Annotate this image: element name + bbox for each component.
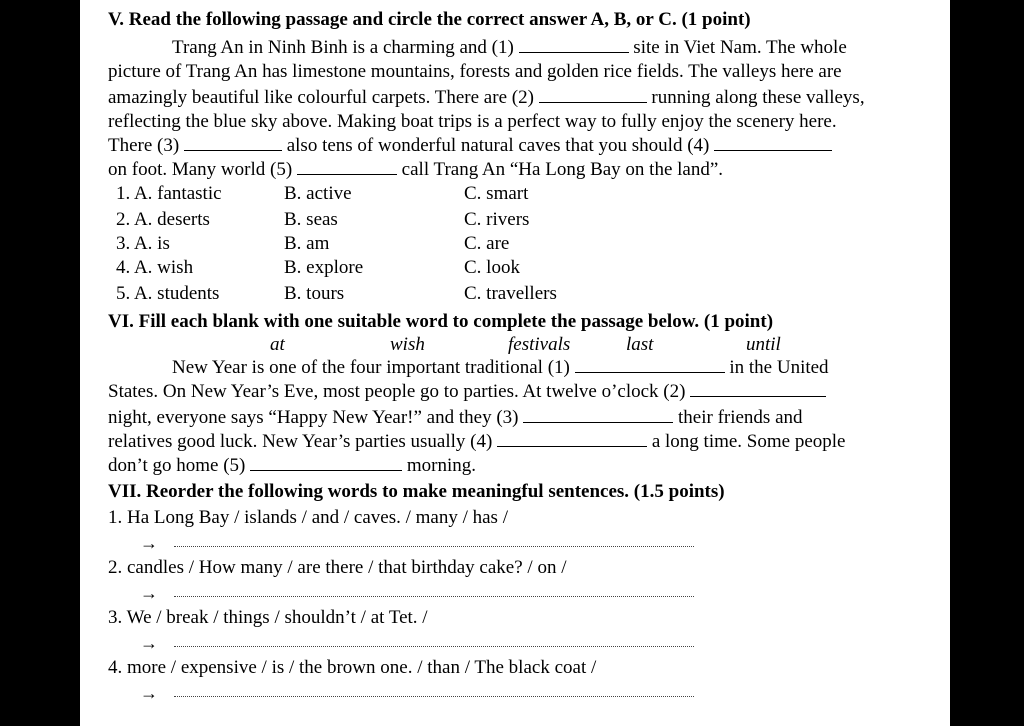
passage-text: call Trang An “Ha Long Bay on the land”. — [401, 159, 724, 180]
answer-line-4[interactable] — [174, 696, 694, 697]
passage6-line-4 — [108, 430, 845, 454]
passage-text: in the United — [729, 357, 829, 378]
option-4a[interactable]: 4. A. wish — [116, 257, 194, 278]
option-4b[interactable]: B. explore — [284, 257, 364, 278]
passage6-line-1 — [172, 356, 829, 380]
passage-text: a long time. Some people — [651, 431, 846, 452]
passage-line-1 — [172, 36, 847, 60]
section-7-heading: VII. Reorder the following words to make meaningful sentences. (1.5 points) — [108, 481, 725, 502]
option-3b[interactable]: B. am — [284, 233, 330, 254]
option-2b[interactable]: B. seas — [284, 209, 338, 230]
section-6-heading: VI. Fill each blank with one suitable word to complete the passage below. (1 point) — [108, 311, 774, 332]
blank-6-4[interactable] — [497, 430, 647, 447]
passage-text: New Year is one of the four important traditional (1) — [172, 357, 570, 378]
blank-4[interactable] — [714, 134, 832, 151]
passage6-line-3 — [108, 406, 803, 430]
option-5b[interactable]: B. tours — [284, 283, 345, 304]
passage-text: relatives good luck. New Year’s parties usually (4) — [108, 431, 493, 452]
answer-line-2[interactable] — [174, 596, 694, 597]
arrow-icon: → — [140, 683, 158, 703]
worksheet-page — [80, 0, 950, 726]
option-3c[interactable]: C. are — [464, 233, 510, 254]
option-4c[interactable]: C. look — [464, 257, 520, 278]
arrow-icon: → — [140, 583, 158, 603]
word-bank-item: at — [270, 334, 285, 355]
passage-line-6 — [108, 158, 723, 182]
blank-6-5[interactable] — [250, 454, 402, 471]
option-1b[interactable]: B. active — [284, 183, 352, 204]
passage-line-2: picture of Trang An has limestone mountains, forests and golden rice fields. The valleys here are — [108, 61, 842, 82]
passage6-line-2 — [108, 380, 826, 404]
option-1a[interactable]: 1. A. fantastic — [116, 183, 222, 204]
blank-3[interactable] — [184, 134, 282, 151]
passage-line-4: reflecting the blue sky above. Making boat trips is a perfect way to fully enjoy the scenery here. — [108, 111, 837, 132]
blank-2[interactable] — [539, 86, 647, 103]
passage-text: There (3) — [108, 135, 180, 156]
answer-line-3[interactable] — [174, 646, 694, 647]
passage-text: their friends and — [678, 407, 803, 428]
passage-line-3 — [108, 86, 865, 110]
option-5c[interactable]: C. travellers — [464, 283, 557, 304]
arrow-icon: → — [140, 633, 158, 653]
word-bank-item: last — [626, 334, 654, 355]
option-2a[interactable]: 2. A. deserts — [116, 209, 210, 230]
passage-text: site in Viet Nam. The whole — [633, 37, 847, 58]
reorder-item-1: 1. Ha Long Bay / islands / and / caves. / many / has / — [108, 507, 508, 528]
blank-6-1[interactable] — [575, 356, 725, 373]
blank-5[interactable] — [297, 158, 397, 175]
section-5-heading: V. Read the following passage and circle the correct answer A, B, or C. (1 point) — [108, 9, 751, 30]
passage-text: also tens of wonderful natural caves that you should (4) — [286, 135, 710, 156]
passage-text: night, everyone says “Happy New Year!” and they (3) — [108, 407, 519, 428]
answer-line-1[interactable] — [174, 546, 694, 547]
reorder-item-3: 3. We / break / things / shouldn’t / at Tet. / — [108, 607, 428, 628]
word-bank-item: wish — [390, 334, 425, 355]
passage6-line-5 — [108, 454, 476, 478]
passage-text: running along these valleys, — [651, 87, 865, 108]
option-2c[interactable]: C. rivers — [464, 209, 530, 230]
passage-text: on foot. Many world (5) — [108, 159, 293, 180]
word-bank-item: until — [746, 334, 781, 355]
blank-1[interactable] — [519, 36, 629, 53]
passage-line-5 — [108, 134, 832, 158]
passage-text: amazingly beautiful like colourful carpets. There are (2) — [108, 87, 534, 108]
reorder-item-4: 4. more / expensive / is / the brown one. / than / The black coat / — [108, 657, 597, 678]
passage-text: morning. — [406, 455, 477, 476]
blank-6-3[interactable] — [523, 406, 673, 423]
blank-6-2[interactable] — [690, 380, 826, 397]
reorder-item-2: 2. candles / How many / are there / that birthday cake? / on / — [108, 557, 567, 578]
option-5a[interactable]: 5. A. students — [116, 283, 220, 304]
passage-text: Trang An in Ninh Binh is a charming and (1) — [172, 37, 514, 58]
passage-text: don’t go home (5) — [108, 455, 246, 476]
passage-text: States. On New Year’s Eve, most people go to parties. At twelve o’clock (2) — [108, 381, 686, 402]
word-bank-item: festivals — [508, 334, 571, 355]
arrow-icon: → — [140, 533, 158, 553]
option-1c[interactable]: C. smart — [464, 183, 529, 204]
option-3a[interactable]: 3. A. is — [116, 233, 170, 254]
